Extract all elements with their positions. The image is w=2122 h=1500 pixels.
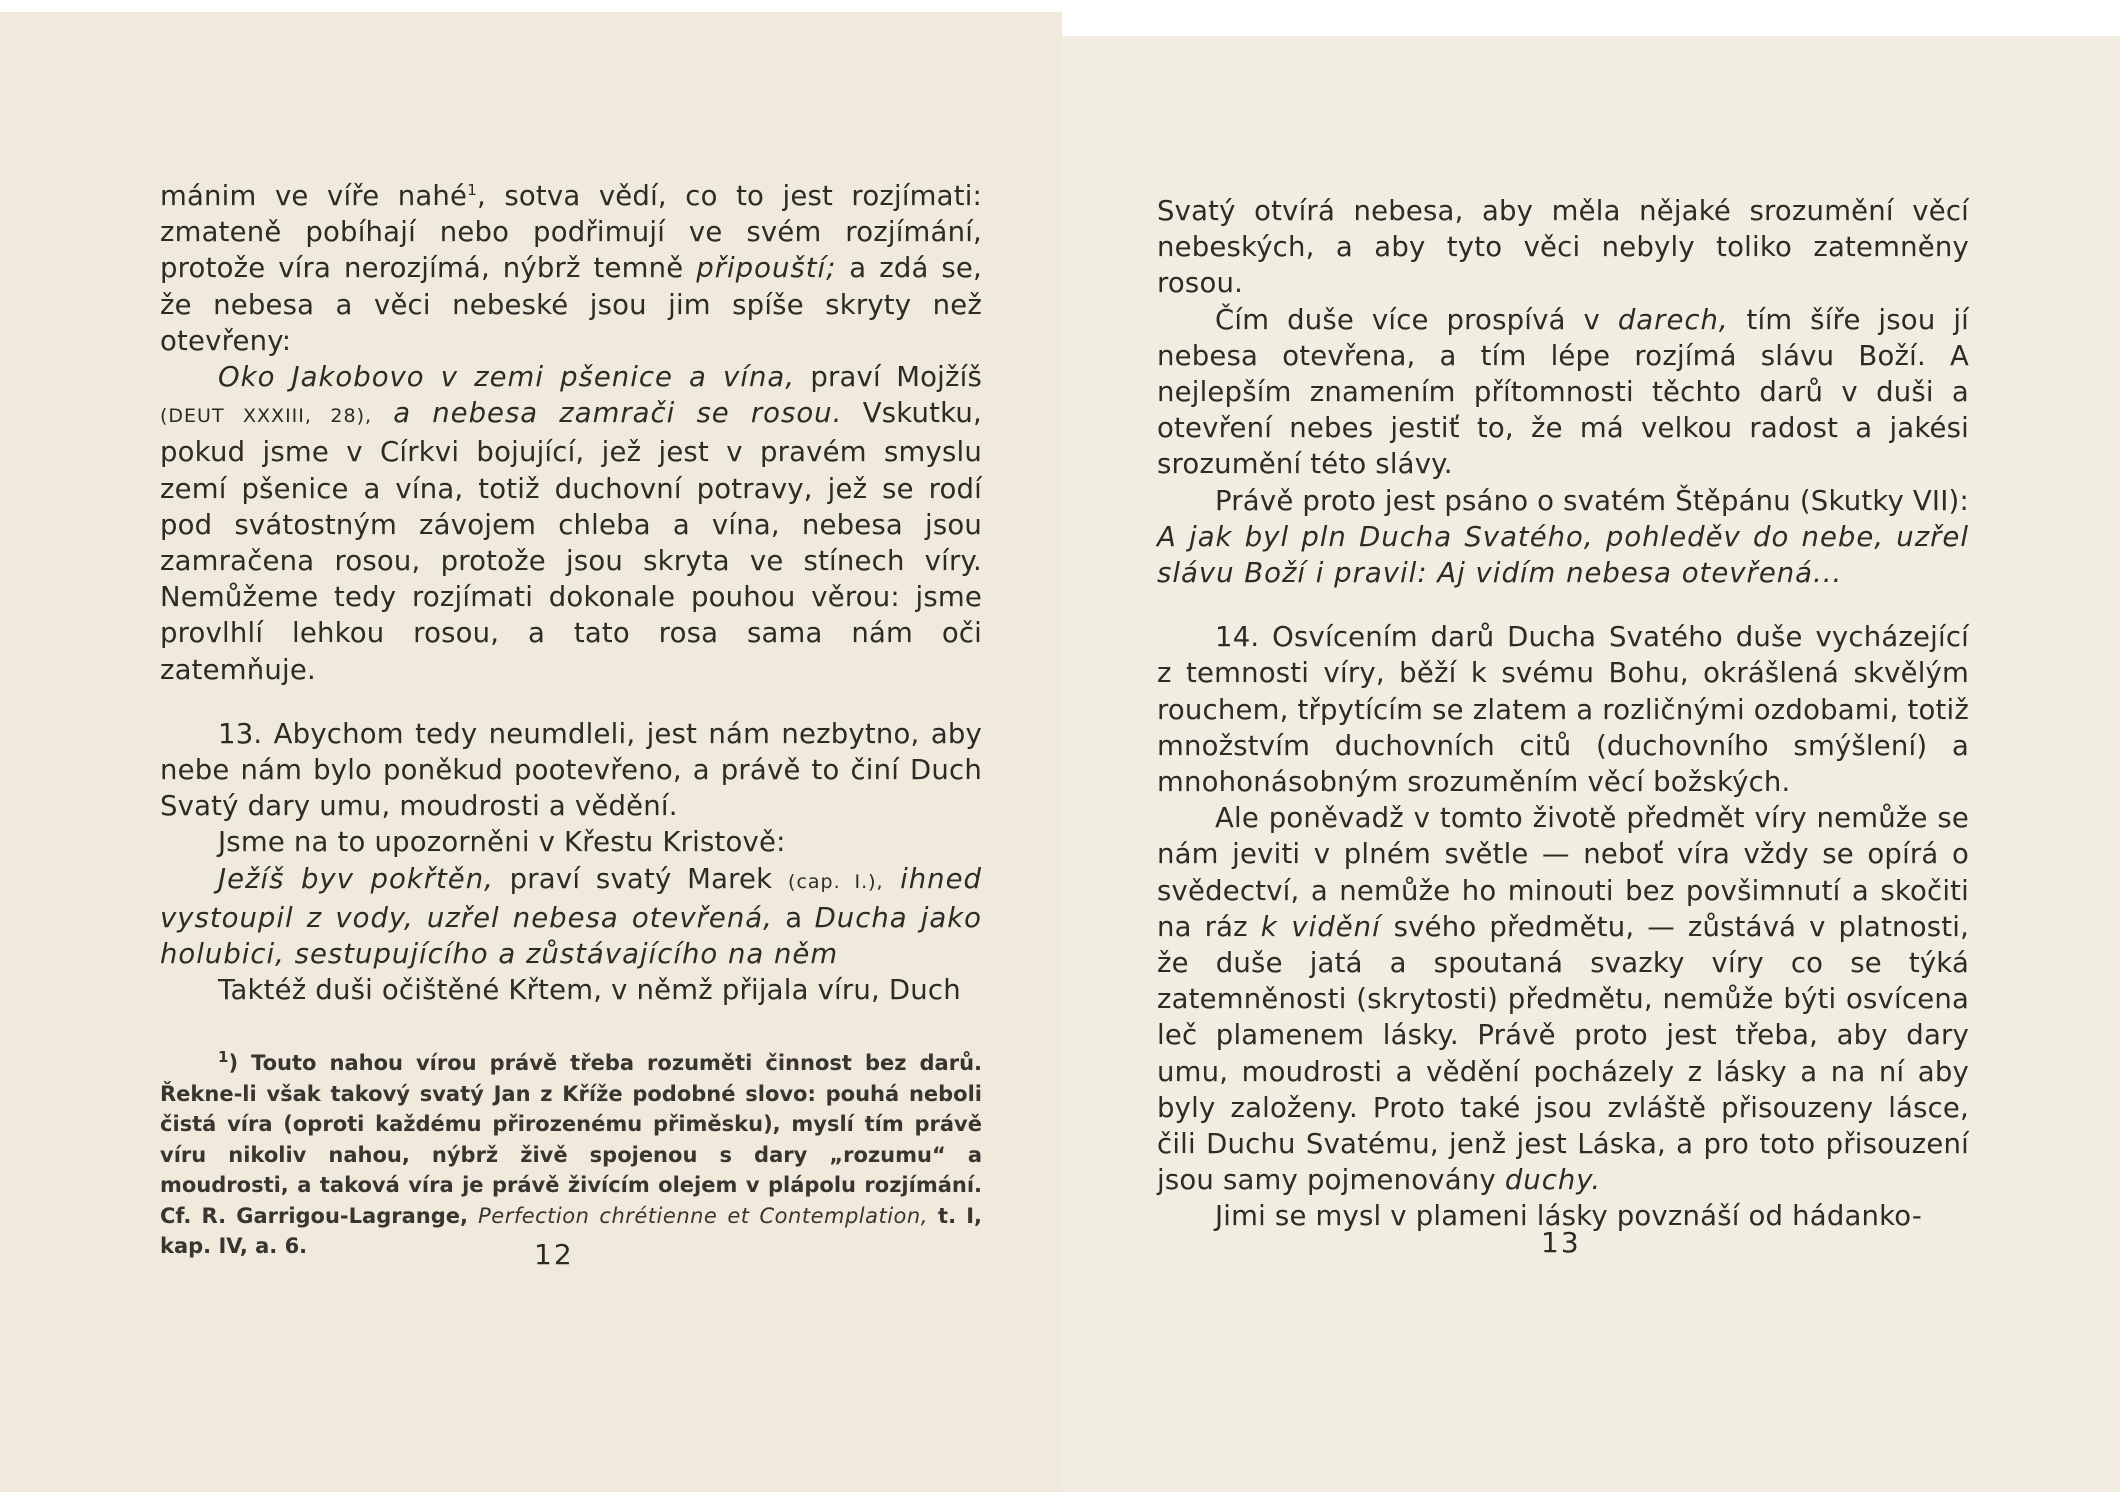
text-run: Ale poněvadž v tomto životě předmět víry nemůže se nám jeviti v plném světle — neboť víra vždy se opírá o svědectví, a nemůže ho minouti bez povšimnutí a skočiti na ráz [1157,802,1969,943]
right-paragraph-6 [1157,800,1969,1198]
footnote [160,1048,982,1262]
left-paragraph-4: Jsme na to upozorněni v Křestu Kristově: [218,826,786,859]
left-paragraph-5 [160,861,982,973]
text-run: mánim ve víře nahé [160,180,468,212]
page-number-left: 12 [534,1238,574,1271]
italic-quote: Ježíš byv pokřtěn, [218,862,494,895]
right-paragraph-14: 14. Osvícením darů Ducha Svatého duše vycházející z temnosti víry, běží k svému Bohu, okrášlená skvělým rouchem, třpytícím se zlatem a rozličnými ozdobami, totiž množstvím duchovních citů (duchovního smýšlení) a mnohonásobným srozuměním věcí božských. [1157,621,1969,799]
italic-quote: ihned vystoupil z vody, uzřel nebesa otevřená, [160,862,982,934]
left-paragraph-1 [160,178,982,359]
page-number-right: 13 [1541,1226,1581,1259]
italic-quote: a nebesa zamrači se rosou. [372,397,843,430]
text-run: a [772,901,815,934]
right-page [1062,36,2120,1492]
left-text-column [160,178,982,1262]
text-run: svého předmětu, — zůstává v platnosti, že duše jatá a spoutaná svazky víry co se týká zatemněnosti (skrytosti) předmětu, nemůže býti osvícena leč plamenem lásky. Právě proto jest třeba, aby dary umu, moudrosti a vědění pocházely z lásky a na ní aby byly založeny. Proto také jsou zvláště přisouzeny lásce, čili Duchu Svatému, jenž jest Láska, a pro toto přisouzení jsou samy pojmenovány [1157,910,1970,1197]
text-run: tím šíře jsou jí nebesa otevřena, a tím lépe rozjímá slávu Boží. A nejlepším znamením přítomnosti těchto darů v duši a otevření nebes jestiť to, že má velkou radost a jakési srozumění této slávy. [1157,303,1969,481]
italic-quote: Oko Jakobovo v zemi pšenice a vína, [218,361,795,394]
text-run: a zdá se, že nebesa a věci nebeské jsou jim spíše skryty než otevřeny: [160,252,982,357]
scripture-reference: (DEUT XXXIII, 28), [160,405,373,428]
footnote-number: 1 [218,1048,229,1067]
left-paragraph-2 [160,359,982,688]
italic-run: duchy. [1504,1164,1602,1197]
right-text-column [1157,193,1969,1235]
right-paragraph-7: Jimi se mysl v plameni lásky povznáší od hádanko- [1215,1200,1922,1233]
italic-run: k vidění [1260,910,1381,943]
text-run: Čím duše více prospívá v [1215,303,1618,336]
text-run: , sotva vědí, co to jest rozjímati: zmateně pobíhají nebo podřimují ve svém rozjímání, protože víra nerozjímá, nýbrž temně [160,180,983,285]
right-quote-stephen: A jak byl pln Ducha Svatého, pohleděv do nebe, uzřel slávu Boží i pravil: Aj vidím nebesa otevřená... [1157,520,1969,590]
scripture-reference: (cap. I.), [788,870,884,893]
text-run: Vskutku, pokud jsme v Církvi bojující, jež jest v pravém smyslu zemí pšenice a vína, totiž duchovní potravy, jež se rodí pod svátostným závojem chleba a vína, nebesa jsou zamračena rosou, protože jsou skryta ve stínech víry. Nemůžeme tedy rozjímati dokonale pouhou věrou: jsme provlhlí lehkou rosou, a tato rosa sama nám oči zatemňuje. [160,397,982,686]
italic-run: připouští; [696,252,837,285]
text-run: ) Touto nahou vírou právě třeba rozuměti činnost bez darů. Řekne-li však takový svatý Jan z Kříže podobné slovo: pouhá neboli čistá víra (oproti každému přirozenému přiměsku), myslí tím právě víru nikoliv nahou, nýbrž živě spojenou s dary „rozumu“ a moudrosti, a taková víra je právě živícím olejem v plápolu rozjímání. Cf. R. Garrigou-Lagrange, [160,1051,982,1228]
text-run: t. I, kap. IV, a. 6. [160,1203,982,1259]
text-run: praví svatý Marek [493,862,789,895]
right-paragraph-2 [1157,302,1969,483]
italic-quote: Ducha jako holubici, sestupujícího a zůstávajícího na něm [160,901,982,971]
footnote-marker[interactable]: 1 [467,180,477,199]
right-paragraph-1: Svatý otvírá nebesa, aby měla nějaké srozumění věcí nebeských, a aby tyto věci nebyly toliko zatemněny rosou. [1157,195,1969,300]
italic-title: Perfection chrétienne et Contemplation, [478,1203,928,1228]
italic-run: darech, [1617,303,1729,336]
right-paragraph-3: Právě proto jest psáno o svatém Štěpánu (Skutky VII): [1215,484,1969,517]
left-page [0,12,1062,1492]
text-run: praví Mojžíš [794,361,982,394]
left-paragraph-6: Taktéž duši očištěné Křtem, v němž přijala víru, Duch [218,974,961,1007]
left-paragraph-13: 13. Abychom tedy neumdleli, jest nám nezbytno, aby nebe nám bylo poněkud pootevřeno, a právě to činí Duch Svatý dary umu, moudrosti a vědění. [160,717,982,823]
